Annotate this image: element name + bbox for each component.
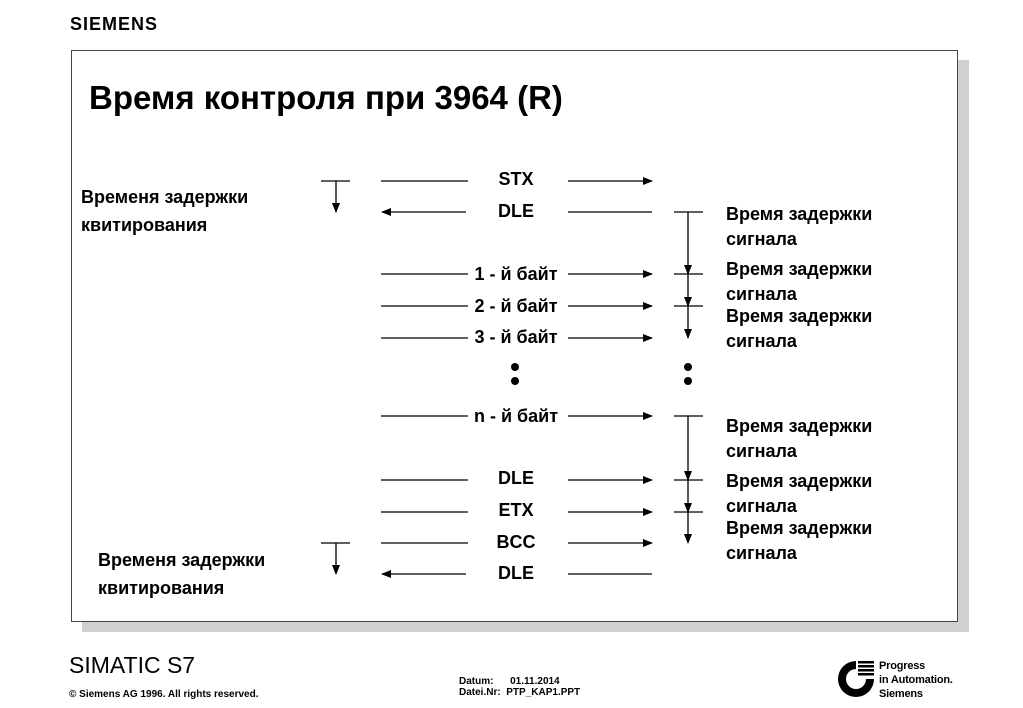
ellipsis-dot xyxy=(684,377,692,385)
tagline xyxy=(879,659,953,701)
msg-label-byte2: 2 - й байт xyxy=(474,296,558,316)
tagline-line: in Automation. xyxy=(879,674,953,686)
label-line: Время задержки xyxy=(726,518,873,538)
signal-delay-label-1 xyxy=(726,202,872,252)
label-line: квитирования xyxy=(81,215,208,235)
signal-delay-marker-6 xyxy=(674,512,703,543)
msg-label-bcc: BCC xyxy=(496,532,536,552)
msg-label-byte3: 3 - й байт xyxy=(474,327,558,347)
label-line: сигнала xyxy=(726,441,797,461)
product-name: SIMATIC S7 xyxy=(69,652,196,678)
signal-delay-marker-2 xyxy=(674,274,703,306)
signal-delay-marker-1 xyxy=(674,212,703,274)
label-line: Временя задержки xyxy=(98,550,266,570)
msg-label-byten: n - й байт xyxy=(473,406,559,426)
datei-label: Datei.Nr: xyxy=(459,687,501,698)
signal-delay-marker-3 xyxy=(674,306,703,338)
msg-label-dle-1: DLE xyxy=(498,201,534,221)
label-line: сигнала xyxy=(726,284,797,304)
tagline-line: Siemens xyxy=(879,688,923,700)
signal-delay-label-4 xyxy=(726,414,872,464)
copyright: © Siemens AG 1996. All rights reserved. xyxy=(69,689,259,700)
label-line: сигнала xyxy=(726,229,797,249)
tagline-line: Progress xyxy=(879,660,926,672)
signal-delay-marker-5 xyxy=(674,480,703,512)
label-line: Время задержки xyxy=(726,259,873,279)
slide-title: Время контроля при 3964 (R) xyxy=(89,79,563,116)
label-line: сигнала xyxy=(726,543,797,563)
signal-delay-label-6 xyxy=(726,516,872,566)
siemens-brand: SIEMENS xyxy=(70,14,159,34)
ack-delay-marker-2 xyxy=(321,543,350,574)
label-line: сигнала xyxy=(726,496,797,516)
label-line: Время задержки xyxy=(726,416,873,436)
label-line: Время задержки xyxy=(726,306,873,326)
msg-label-byte1: 1 - й байт xyxy=(474,264,558,284)
siemens-logo-icon xyxy=(836,659,876,699)
signal-delay-label-5 xyxy=(726,469,872,519)
ack-delay-label-1 xyxy=(81,183,248,239)
signal-delay-label-2 xyxy=(726,257,872,307)
ellipsis-dot xyxy=(511,377,519,385)
msg-label-dle-3: DLE xyxy=(498,563,534,583)
ack-delay-label-2 xyxy=(98,546,265,602)
datum-value: 01.11.2014 xyxy=(510,676,560,687)
label-line: Время задержки xyxy=(726,204,873,224)
signal-delay-label-3 xyxy=(726,304,872,354)
msg-label-dle-2: DLE xyxy=(498,468,534,488)
label-line: Временя задержки xyxy=(81,187,249,207)
label-line: Время задержки xyxy=(726,471,873,491)
ellipsis-dot xyxy=(684,363,692,371)
ellipsis-dot xyxy=(511,363,519,371)
datei-value: PTP_KAP1.PPT xyxy=(506,687,581,698)
ack-delay-marker-1 xyxy=(321,181,350,212)
datum-row xyxy=(459,676,560,687)
msg-label-stx: STX xyxy=(498,169,534,189)
label-line: квитирования xyxy=(98,578,225,598)
msg-label-etx: ETX xyxy=(498,500,534,520)
label-line: сигнала xyxy=(726,331,797,351)
datei-row xyxy=(459,687,580,698)
signal-delay-marker-4 xyxy=(674,416,703,480)
datum-label: Datum: xyxy=(459,676,494,687)
